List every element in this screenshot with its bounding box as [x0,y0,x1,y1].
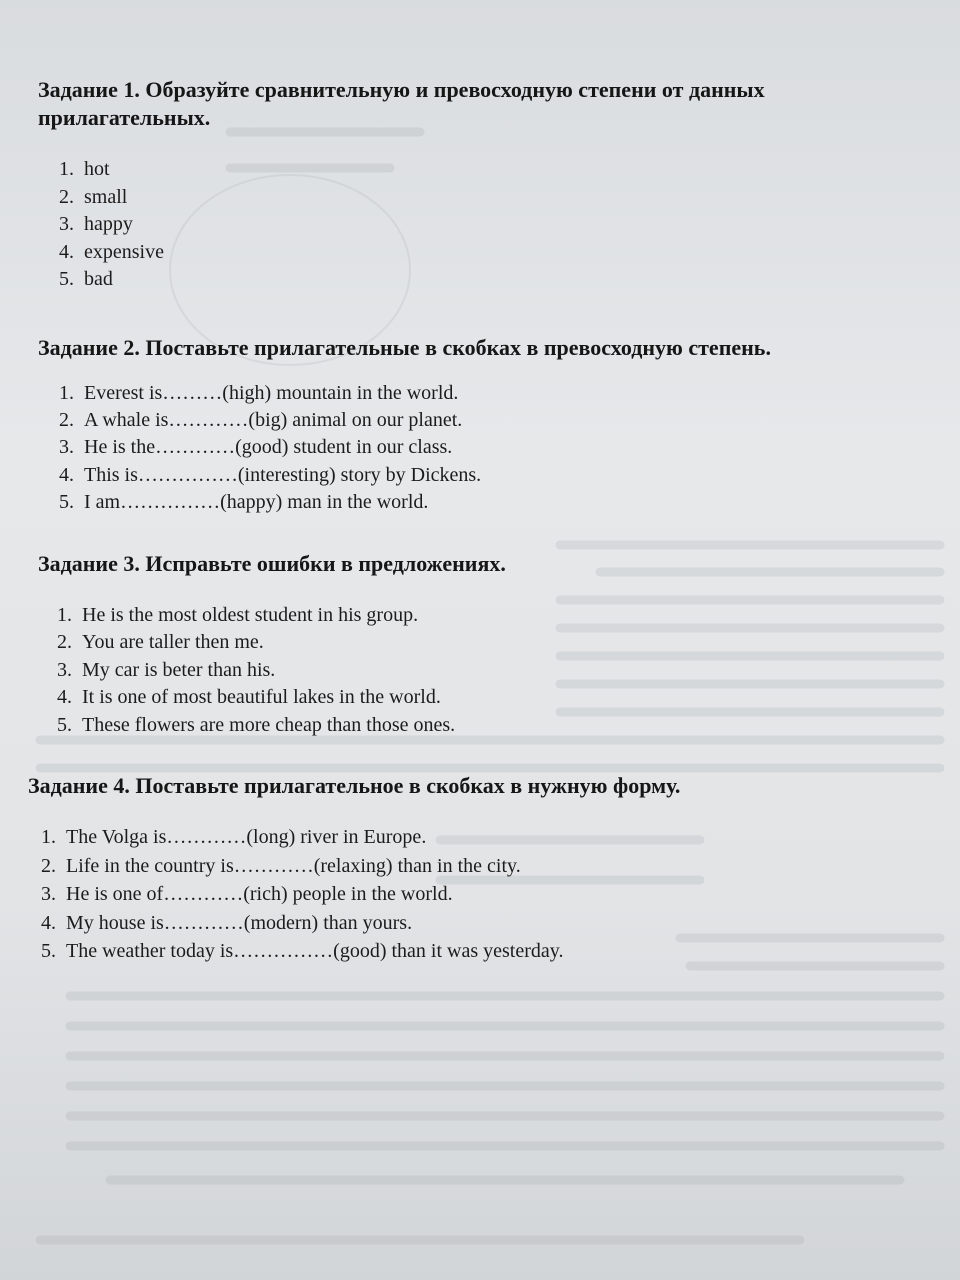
item-text: small [84,185,128,208]
list-item [40,409,481,436]
list-item [40,186,164,214]
item-number: 2. [57,631,72,654]
item-number: 4. [59,463,74,486]
item-number: 5. [41,940,56,962]
item-text: This is……………(interesting) story by Dickens. [84,463,482,486]
list-item [40,382,481,409]
item-text: Everest is………(high) mountain in the world. [84,382,459,404]
item-text: It is one of most beautiful lakes in the world. [82,686,441,709]
item-text: He is the most oldest student in his group. [82,604,419,626]
item-text: bad [84,268,113,290]
task-3-heading: Задание 3. Исправьте ошибки в предложениях. [38,551,506,576]
list-item [22,940,563,969]
item-text: hot [84,158,110,180]
list-item [40,213,164,241]
item-text: These flowers are more cheap than those ones. [82,713,456,736]
item-number: 5. [57,713,72,736]
task-2-list [40,382,481,518]
task-3-list [38,604,455,741]
item-text: The Volga is…………(long) river in Europe. [66,826,427,848]
item-number: 2. [59,185,74,208]
item-text: You are taller then me. [82,631,264,654]
list-item [40,268,164,296]
item-number: 1. [59,382,74,404]
list-item [40,491,481,518]
list-item [22,883,563,912]
item-number: 5. [59,268,74,290]
item-number: 1. [41,826,56,848]
list-item [22,826,563,855]
task-1-list [40,158,164,296]
item-number: 2. [41,854,56,877]
item-number: 1. [59,158,74,180]
item-number: 4. [57,686,72,709]
list-item [38,686,455,713]
item-number: 2. [59,409,74,432]
item-number: 3. [59,436,74,459]
item-text: A whale is…………(big) animal on our planet. [84,409,463,432]
list-item [40,241,164,269]
item-number: 1. [57,604,72,626]
task-2-heading: Задание 2. Поставьте прилагательные в скобках в превосходную степень. [38,335,771,360]
item-text: He is one of…………(rich) people in the world. [66,883,453,905]
list-item [22,912,563,941]
item-number: 3. [41,883,56,905]
task-4-heading: Задание 4. Поставьте прилагательное в скобках в нужную форму. [28,773,681,798]
item-text: He is the…………(good) student in our class. [84,436,453,459]
list-item [38,714,455,741]
item-text: My car is beter than his. [82,658,276,681]
item-text: I am……………(happy) man in the world. [84,490,429,513]
item-number: 5. [59,490,74,513]
task-4-list [22,826,563,969]
item-text: The weather today is……………(good) than it was yesterday. [66,940,564,962]
list-item [38,659,455,686]
item-text: happy [84,213,133,235]
item-text: expensive [84,240,164,263]
list-item [22,855,563,884]
list-item [38,631,455,658]
list-item [40,158,164,186]
task-1-heading: Задание 1. Образуйте сравнительную и превосходную степени от данных прилагательных. [38,77,765,130]
item-number: 4. [41,911,56,934]
list-item [40,436,481,463]
item-text: My house is…………(modern) than yours. [66,911,413,934]
list-item [38,604,455,631]
item-number: 3. [57,658,72,681]
list-item [40,464,481,491]
item-number: 4. [59,240,74,263]
item-number: 3. [59,213,74,235]
item-text: Life in the country is…………(relaxing) than in the city. [66,854,521,877]
